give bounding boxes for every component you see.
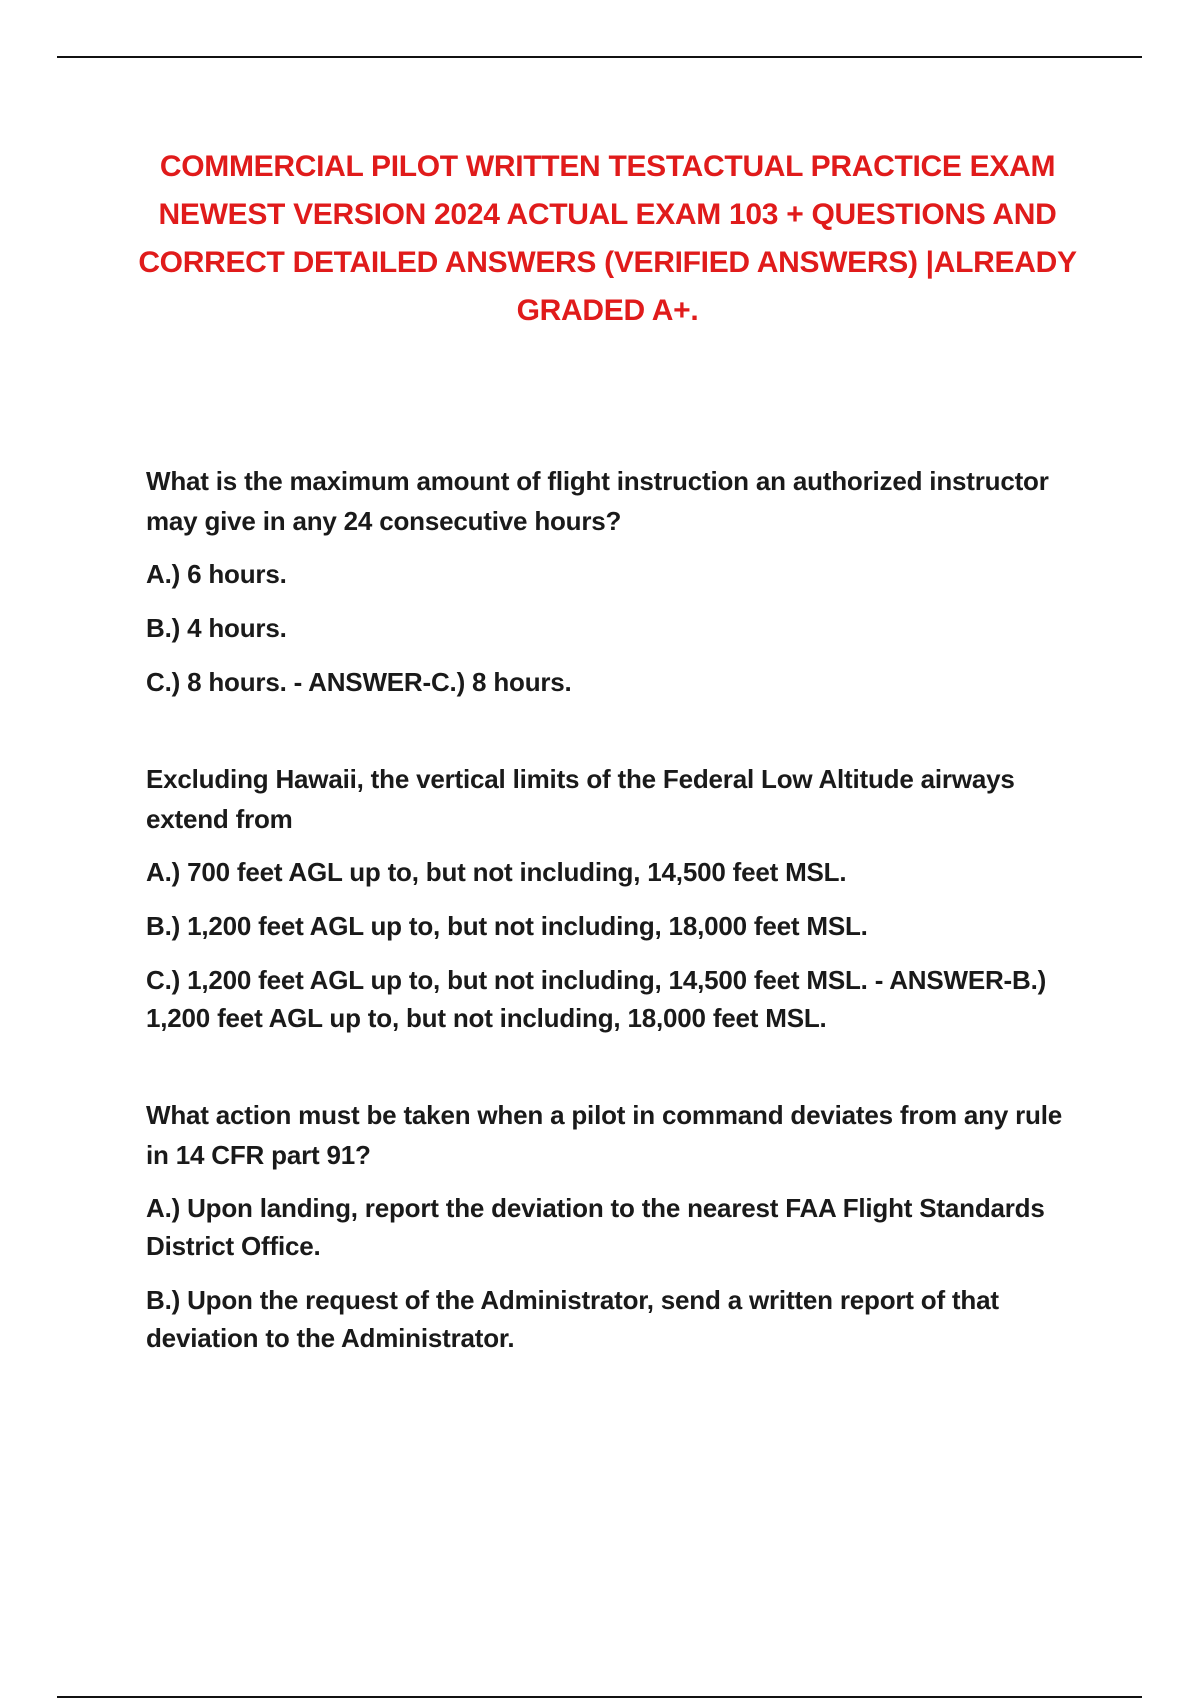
question-1-option-b: B.) 4 hours.: [146, 613, 287, 643]
question-2-option-a: A.) 700 feet AGL up to, but not including, 14,500 feet MSL.: [146, 857, 847, 887]
bottom-rule: [57, 1696, 1142, 1698]
question-3-text: What action must be taken when a pilot in command deviates from any rule in 14 CFR part 91?: [146, 1100, 1063, 1170]
question-1-option-a: A.) 6 hours.: [146, 559, 287, 589]
question-2-option-c: C.) 1,200 feet AGL up to, but not including, 14,500 feet MSL. - ANSWER-B.) 1,200 feet AGL up to, but not including, 18,000 feet MSL.: [146, 965, 1047, 1033]
question-block-2: [146, 759, 1086, 1037]
question-3-option-a: A.) Upon landing, report the deviation to the nearest FAA Flight Standards District Office.: [146, 1193, 1045, 1261]
question-block-1: [146, 461, 1086, 701]
document-title: COMMERCIAL PILOT WRITTEN TESTACTUAL PRACTICE EXAM NEWEST VERSION 2024 ACTUAL EXAM 103 + QUESTIONS AND CORRECT DETAILED ANSWERS (VERIFIED ANSWERS) |ALREADY GRADED A+.: [138, 150, 1077, 327]
questions-section: [146, 461, 1086, 1415]
question-1-text: What is the maximum amount of flight instruction an authorized instructor may give in any 24 consecutive hours?: [146, 466, 1049, 536]
question-1-option-c: C.) 8 hours. - ANSWER-C.) 8 hours.: [146, 667, 572, 697]
question-2-option-b: B.) 1,200 feet AGL up to, but not including, 18,000 feet MSL.: [146, 911, 868, 941]
question-3-option-b: B.) Upon the request of the Administrator, send a written report of that deviation to the Administrator.: [146, 1285, 999, 1353]
question-2-text: Excluding Hawaii, the vertical limits of the Federal Low Altitude airways extend from: [146, 764, 1015, 834]
top-rule: [57, 56, 1142, 58]
question-block-3: [146, 1095, 1086, 1357]
